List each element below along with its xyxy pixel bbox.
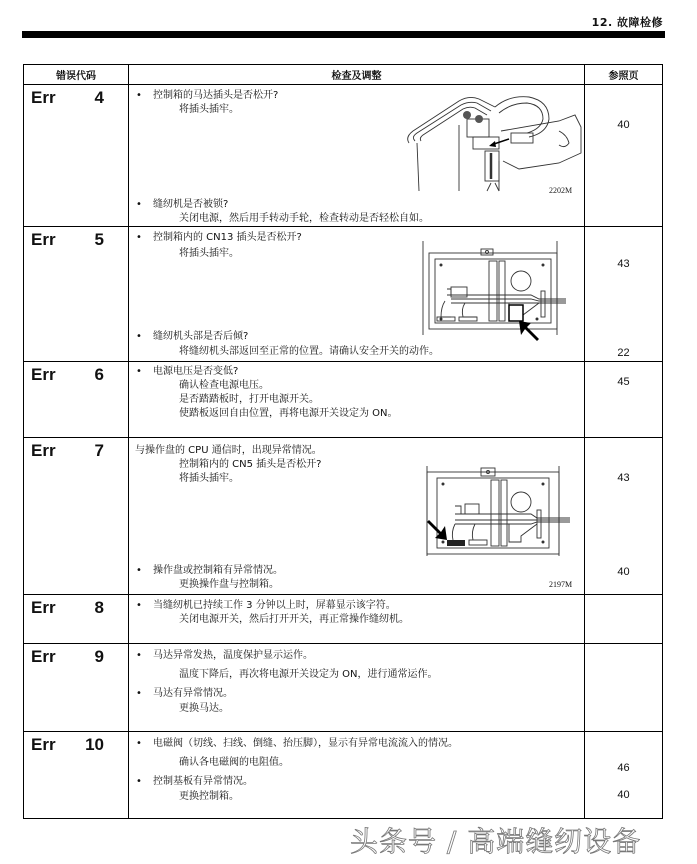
bullet-icon: • <box>136 199 142 210</box>
column-header-check-adjust: 检查及调整 <box>129 65 585 85</box>
check-item: 控制箱内的 CN13 插头是否松开? <box>153 232 302 243</box>
check-item: 控制基板有异常情况。 <box>153 776 253 787</box>
error-code-cell <box>24 227 129 362</box>
adjust-action: 更换操作盘与控制箱。 <box>179 579 279 590</box>
error-code-cell <box>24 438 129 595</box>
check-item: 控制箱的马达插头是否松开? <box>153 90 279 101</box>
bullet-icon: • <box>136 366 142 377</box>
reference-page: 43 <box>617 472 630 484</box>
header-rule <box>22 31 665 38</box>
table-row-err-6 <box>24 362 663 438</box>
check-item: 缝纫机是否被锁? <box>153 199 229 210</box>
error-code-prefix: Err <box>31 230 56 249</box>
adjust-action: 确认检查电源电压。 <box>179 380 269 391</box>
error-code-cell <box>24 595 129 644</box>
reference-page: 40 <box>617 789 630 801</box>
table-row-err-10 <box>24 732 663 819</box>
section-title: 12. 故障检修 <box>591 16 663 29</box>
error-code-prefix: Err <box>31 647 56 666</box>
error-code-number: 8 <box>94 598 104 617</box>
adjust-action: 温度下降后，再次将电源开关设定为 ON，进行通常运作。 <box>179 669 438 680</box>
check-item: 马达异常发热，温度保护显示运作。 <box>153 650 313 661</box>
error-code-prefix: Err <box>31 735 56 754</box>
adjust-action: 是否踏踏板时，打开电源开关。 <box>179 394 319 405</box>
adjust-action: 更换马达。 <box>179 703 229 714</box>
reference-page-cell <box>585 595 663 644</box>
error-code-prefix: Err <box>31 598 56 617</box>
adjust-action: 将插头插牢。 <box>179 473 239 484</box>
error-code-cell <box>24 85 129 227</box>
table-row-err-8 <box>24 595 663 644</box>
adjust-action: 使踏板返回自由位置，再将电源开关设定为 ON。 <box>179 408 398 419</box>
adjust-action: 确认各电磁阀的电阻值。 <box>179 757 289 768</box>
error-code-cell <box>24 644 129 732</box>
column-header-error-code: 错误代码 <box>24 65 129 85</box>
motor-connector-illustration <box>399 91 589 195</box>
check-item: 缝纫机头部是否后倾? <box>153 331 249 342</box>
reference-page-cell <box>585 644 663 732</box>
check-adjust-cell <box>129 644 585 732</box>
bullet-icon: • <box>136 688 142 699</box>
error-code-prefix: Err <box>31 88 56 107</box>
table-row-err-7 <box>24 438 663 595</box>
adjust-action: 更换控制箱。 <box>179 791 239 802</box>
reference-page: 40 <box>617 119 630 131</box>
table-header-row <box>24 65 663 85</box>
reference-page: 45 <box>617 376 630 388</box>
check-item: 马达有异常情况。 <box>153 688 233 699</box>
adjust-action: 将插头插牢。 <box>179 248 239 259</box>
reference-page-cell <box>585 362 663 438</box>
check-adjust-cell <box>129 595 585 644</box>
check-adjust-cell <box>129 362 585 438</box>
check-item: 控制箱内的 CN5 插头是否松开? <box>179 459 322 470</box>
bullet-icon: • <box>136 331 142 342</box>
error-code-number: 9 <box>94 647 104 666</box>
error-code-number: 7 <box>94 441 104 460</box>
reference-page-cell <box>585 227 663 362</box>
error-code-cell <box>24 732 129 819</box>
error-code-cell <box>24 362 129 438</box>
bullet-icon: • <box>136 90 142 101</box>
check-adjust-cell <box>129 85 585 227</box>
adjust-action: 关闭电源，然后用手转动手轮，检查转动是否轻松自如。 <box>179 213 429 224</box>
table-row-err-5 <box>24 227 663 362</box>
error-code-number: 10 <box>85 735 104 754</box>
reference-page: 46 <box>617 762 630 774</box>
check-item: 当缝纫机已持续工作 3 分钟以上时，屏幕显示该字符。 <box>153 600 396 611</box>
figure-label: 2202M <box>549 186 573 195</box>
bullet-icon: • <box>136 232 142 243</box>
bullet-icon: • <box>136 650 142 661</box>
error-code-number: 6 <box>94 365 104 384</box>
check-adjust-cell <box>129 732 585 819</box>
reference-page-cell <box>585 438 663 595</box>
check-item: 电源电压是否变低? <box>153 366 239 377</box>
check-item: 操作盘或控制箱有异常情况。 <box>153 565 283 576</box>
adjust-action: 将插头插牢。 <box>179 104 239 115</box>
error-description: 与操作盘的 CPU 通信时，出现异常情况。 <box>135 445 322 456</box>
error-code-number: 5 <box>94 230 104 249</box>
control-box-cn13-illustration <box>421 237 566 345</box>
check-adjust-cell <box>129 227 585 362</box>
error-code-number: 4 <box>94 88 104 107</box>
control-box-cn5-illustration <box>425 462 570 562</box>
figure-label: 2197M <box>549 580 573 589</box>
check-adjust-cell <box>129 438 585 595</box>
check-item: 电磁阀（切线、扫线、倒缝、抬压脚），显示有异常电流流入的情况。 <box>153 738 458 749</box>
bullet-icon: • <box>136 738 142 749</box>
reference-page-cell <box>585 85 663 227</box>
bullet-icon: • <box>136 776 142 787</box>
error-code-prefix: Err <box>31 441 56 460</box>
adjust-action: 将缝纫机头部返回至正常的位置。请确认安全开关的动作。 <box>179 346 439 357</box>
reference-page: 40 <box>617 566 630 578</box>
error-code-table <box>23 64 663 819</box>
bullet-icon: • <box>136 600 142 611</box>
table-row-err-9 <box>24 644 663 732</box>
reference-page: 22 <box>617 347 630 359</box>
table-row-err-4 <box>24 85 663 227</box>
watermark: 头条号 / 高端缝纫设备 <box>350 825 642 858</box>
bullet-icon: • <box>136 565 142 576</box>
error-code-prefix: Err <box>31 365 56 384</box>
reference-page-cell <box>585 732 663 819</box>
column-header-reference-page: 参照页 <box>585 65 663 85</box>
reference-page: 43 <box>617 258 630 270</box>
adjust-action: 关闭电源开关，然后打开开关，再正常操作缝纫机。 <box>179 614 409 625</box>
